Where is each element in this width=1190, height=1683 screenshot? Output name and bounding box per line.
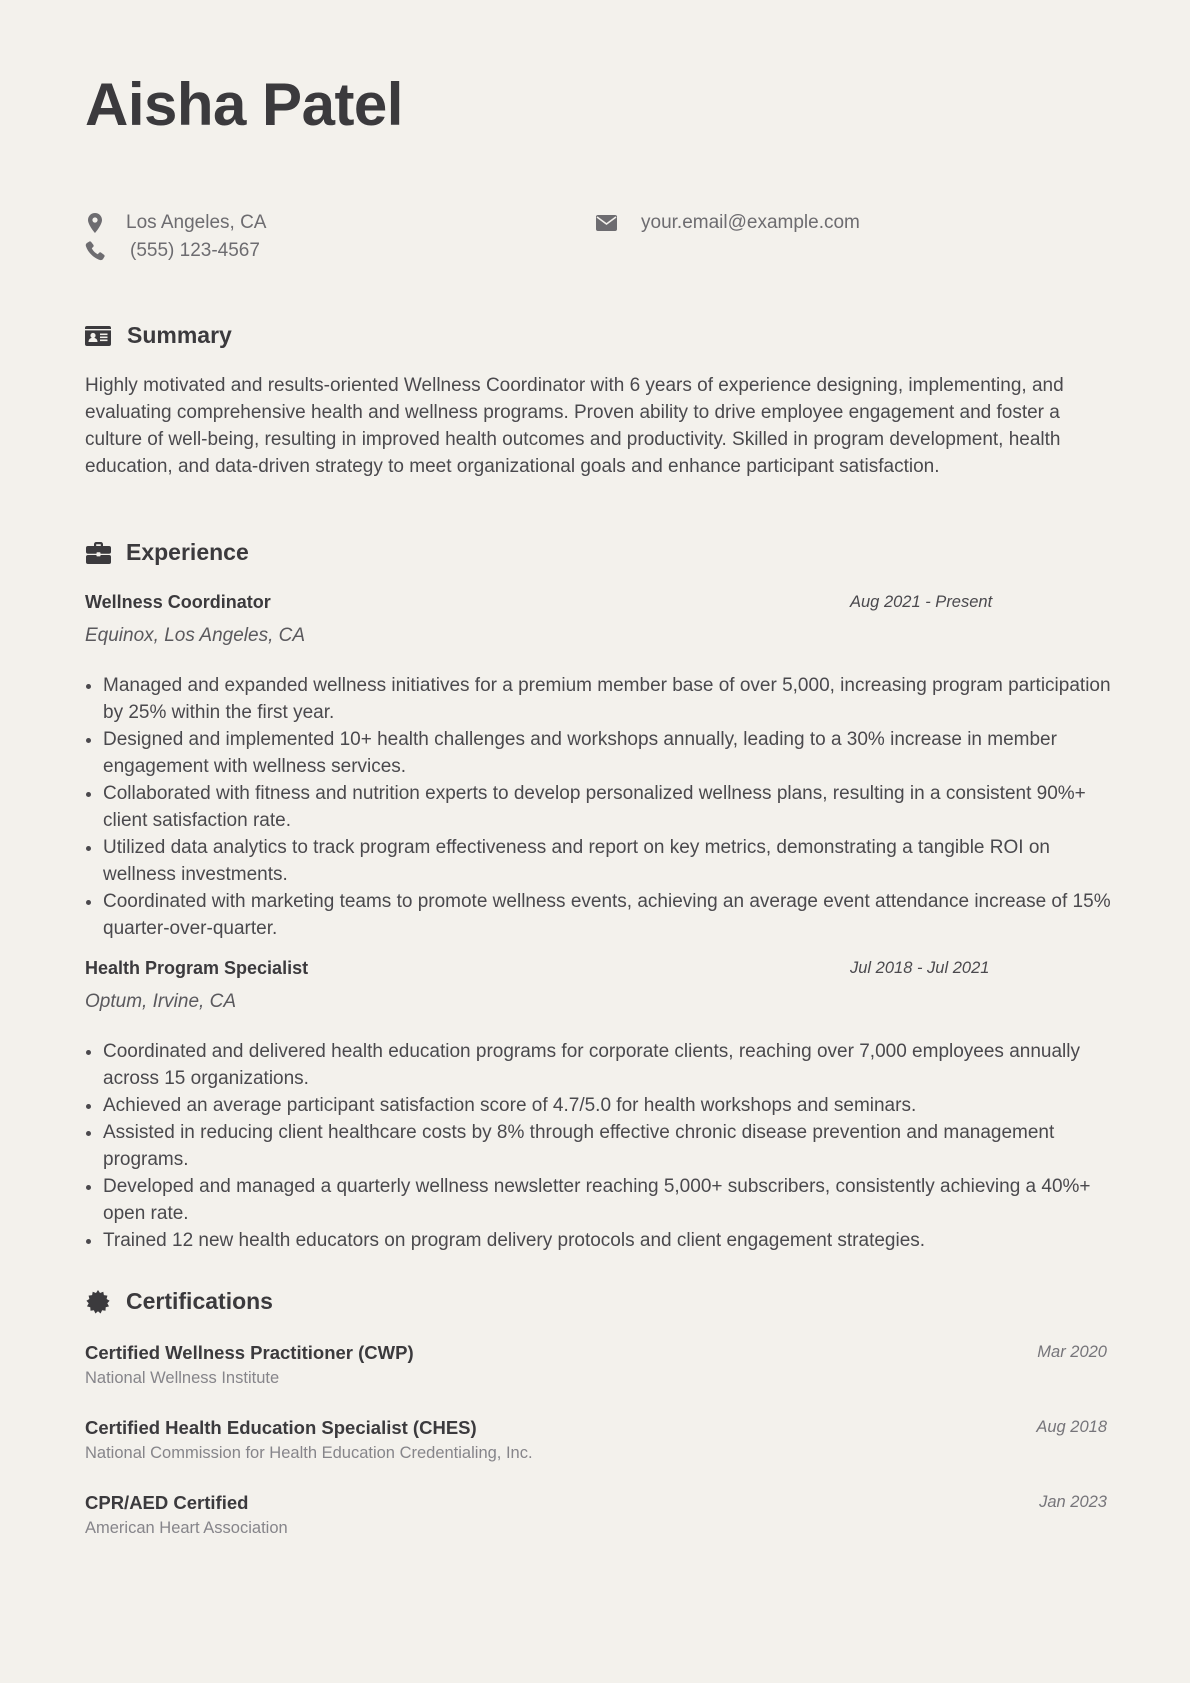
phone-text[interactable]: (555) 123-4567 [130, 240, 260, 261]
job-bullets [85, 672, 1115, 942]
certification-name: Certified Health Education Specialist (CHES) [85, 1417, 477, 1438]
list-item: Collaborated with fitness and nutrition experts to develop personalized wellness plans, resulting in a consistent 90%+ client satisfaction rate. [85, 780, 1115, 834]
section-heading-certifications [85, 1288, 273, 1315]
certification-date: Aug 2018 [1036, 1418, 1107, 1436]
candidate-name: Aisha Patel [85, 71, 403, 138]
certification-issuer: American Heart Association [85, 1519, 288, 1537]
summary-text: Highly motivated and results-oriented Wellness Coordinator with 6 years of experience designing, implementing, and evaluating comprehensive health and wellness programs. Proven ability to drive employee engagement and foster a culture of well-being, resulting in improved health outcomes and productivity. Skilled in program development, health education, and data-driven strategy to meet organizational goals and enhance participant satisfaction. [85, 375, 1064, 477]
job-title: Health Program Specialist [85, 958, 309, 978]
phone-icon [85, 241, 105, 261]
contact-email [595, 212, 860, 234]
section-title: Summary [127, 322, 232, 348]
certificate-badge-icon [85, 1290, 111, 1314]
certification-issuer: National Wellness Institute [85, 1369, 280, 1387]
list-item: Utilized data analytics to track program effectiveness and report on key metrics, demonstrating a tangible ROI on wellness investments. [85, 834, 1115, 888]
job-dates: Jul 2018 - Jul 2021 [850, 959, 990, 977]
list-item: Achieved an average participant satisfaction score of 4.7/5.0 for health workshops and seminars. [85, 1092, 1115, 1119]
certification-name: CPR/AED Certified [85, 1492, 249, 1513]
email-link[interactable]: your.email@example.com [641, 212, 860, 233]
job-company: Equinox, Los Angeles, CA [85, 625, 306, 646]
job-dates: Aug 2021 - Present [850, 593, 993, 611]
section-heading-experience [85, 539, 249, 566]
contact-phone [85, 240, 260, 262]
list-item: Developed and managed a quarterly wellness newsletter reaching 5,000+ subscribers, consistently achieving a 40%+ open rate. [85, 1173, 1115, 1227]
job-title: Wellness Coordinator [85, 592, 271, 612]
list-item: Assisted in reducing client healthcare costs by 8% through effective chronic disease prevention and management programs. [85, 1119, 1115, 1173]
location-text: Los Angeles, CA [126, 212, 267, 233]
envelope-icon [595, 213, 617, 233]
list-item: Managed and expanded wellness initiatives for a premium member base of over 5,000, increasing program participation by 25% within the first year. [85, 672, 1115, 726]
certification-date: Mar 2020 [1037, 1343, 1107, 1361]
job-company: Optum, Irvine, CA [85, 991, 236, 1012]
list-item: Trained 12 new health educators on program delivery protocols and client engagement strategies. [85, 1227, 1115, 1254]
certification-issuer: National Commission for Health Education Credentialing, Inc. [85, 1444, 533, 1462]
certification-name: Certified Wellness Practitioner (CWP) [85, 1342, 414, 1363]
section-heading-summary [85, 322, 232, 349]
list-item: Designed and implemented 10+ health challenges and workshops annually, leading to a 30% increase in member engagement with wellness services. [85, 726, 1115, 780]
list-item: Coordinated and delivered health education programs for corporate clients, reaching over 7,000 employees annually across 15 organizations. [85, 1038, 1115, 1092]
section-title: Experience [126, 539, 249, 565]
map-pin-icon [85, 213, 105, 233]
id-card-icon [85, 324, 111, 348]
section-title: Certifications [126, 1288, 273, 1314]
briefcase-icon [85, 541, 111, 565]
contact-location [85, 212, 266, 234]
job-bullets [85, 1038, 1115, 1254]
certification-date: Jan 2023 [1039, 1493, 1107, 1511]
list-item: Coordinated with marketing teams to promote wellness events, achieving an average event attendance increase of 15% quarter-over-quarter. [85, 888, 1115, 942]
